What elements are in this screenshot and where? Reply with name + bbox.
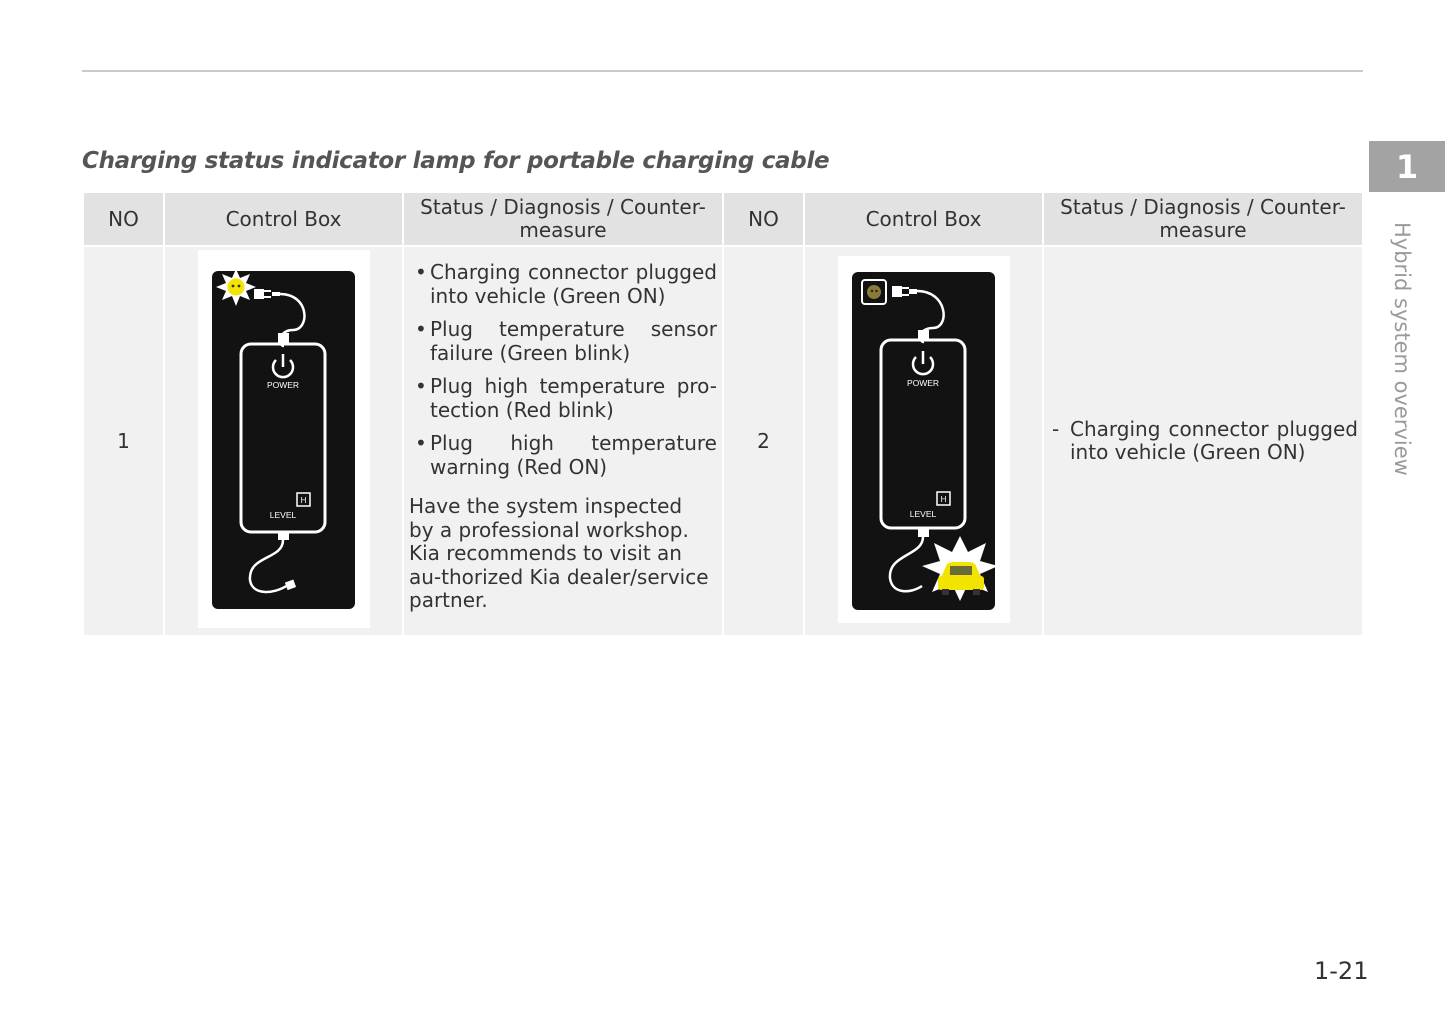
top-rule [82, 70, 1363, 72]
status-item: • Plug high temperature warning (Red ON) [409, 432, 717, 479]
status-list [409, 261, 717, 479]
header-no: NO [83, 192, 164, 246]
table-row [83, 246, 1363, 636]
level-label: LEVEL [909, 508, 936, 519]
level-label: LEVEL [269, 510, 296, 520]
header-no: NO [723, 192, 804, 246]
status-item: • Plug high temperature pro-tection (Red blink) [409, 375, 717, 422]
power-label: POWER [906, 377, 939, 388]
chapter-tab: 1 [1369, 141, 1445, 192]
status-item: - Charging connector plugged into vehicle (Green ON) [1052, 418, 1358, 465]
control-box-image-plug-lit [198, 250, 370, 628]
status-item: • Plug temperature sensor failure (Green blink) [409, 318, 717, 365]
level-badge: H [300, 496, 306, 505]
table-header-row [83, 192, 1363, 246]
page-number: 1-21 [1314, 957, 1369, 985]
power-label: POWER [266, 380, 299, 390]
section-title: Charging status indicator lamp for portable charging cable [82, 148, 830, 174]
header-control-box: Control Box [164, 192, 403, 246]
status-cell [403, 246, 723, 636]
chapter-side-label: Hybrid system overview [1390, 222, 1414, 476]
control-box-image-car-lit [838, 256, 1010, 623]
entry-number: 1 [83, 246, 164, 636]
entry-number: 2 [723, 246, 804, 636]
header-control-box: Control Box [804, 192, 1043, 246]
status-cell [1043, 246, 1363, 636]
status-item: • Charging connector plugged into vehicle (Green ON) [409, 261, 717, 308]
level-badge: H [940, 494, 946, 504]
header-status: Status / Diagnosis / Counter-measure [1043, 192, 1363, 246]
control-box-cell [804, 246, 1043, 636]
indicator-table [82, 191, 1364, 637]
control-box-cell [164, 246, 403, 636]
header-status: Status / Diagnosis / Counter-measure [403, 192, 723, 246]
countermeasure-note: Have the system inspected by a professional workshop. Kia recommends to visit an au-thorized Kia dealer/service partner. [409, 494, 709, 612]
